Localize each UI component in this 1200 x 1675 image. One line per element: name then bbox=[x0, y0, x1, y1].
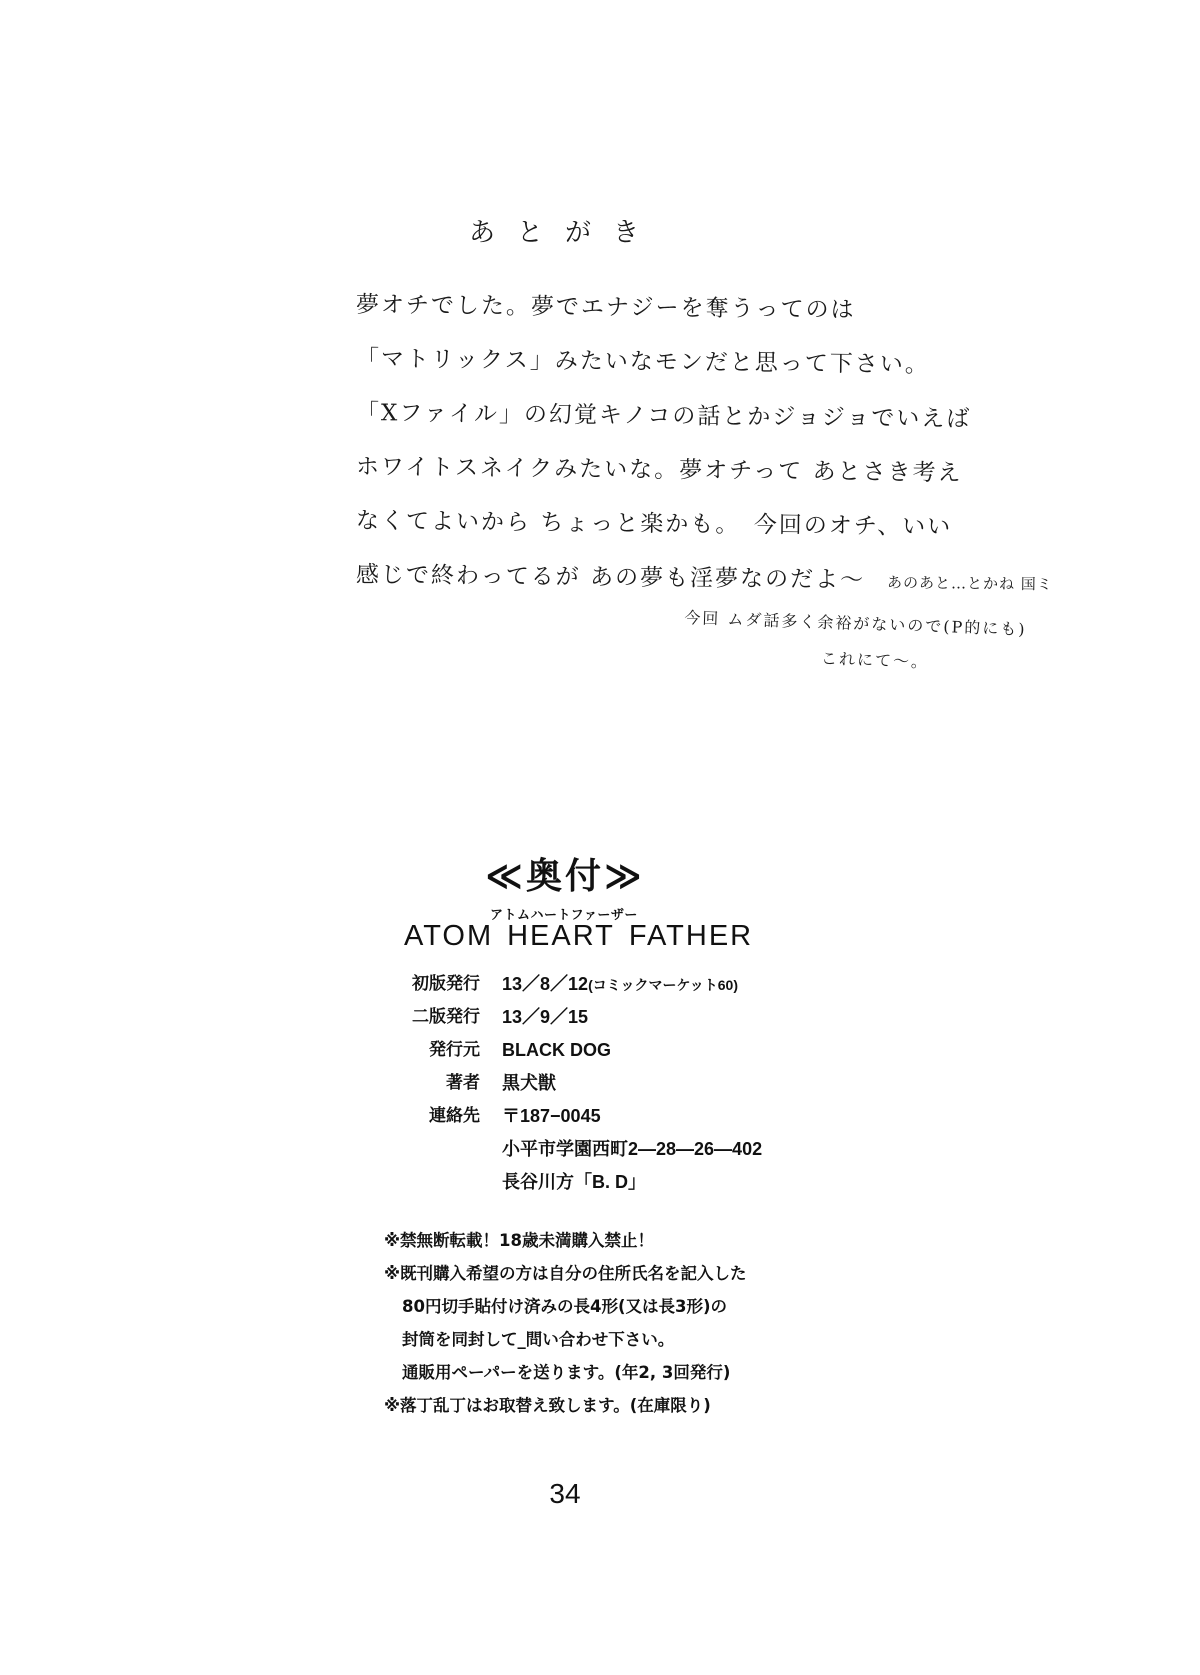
notice: ※禁無断転載！18歳未満購入禁止！ bbox=[384, 1231, 655, 1250]
afterword-line: 「Xファイル」の幻覚キノコの話とかジョジョでいえば bbox=[355, 400, 972, 433]
info-value: 黒犬獣 bbox=[502, 1073, 556, 1093]
afterword-title: あとがき bbox=[468, 218, 661, 248]
colophon-heading: ≪奥付≫ bbox=[485, 856, 645, 897]
info-value: BLACK DOG bbox=[502, 1040, 611, 1060]
book-title-word: HEART bbox=[507, 920, 615, 952]
colophon-info bbox=[390, 968, 762, 1199]
info-label: 二版発行 bbox=[412, 1007, 480, 1027]
side-note-line: 今回 ムダ話多く余裕がないので(P的にも) bbox=[684, 607, 1027, 639]
info-value: 小平市学園西町2—28—26—402 bbox=[502, 1139, 763, 1159]
afterword-line: なくてよいから ちょっと楽かも。 今回のオチ、いい bbox=[355, 508, 953, 541]
info-row-second-edition bbox=[390, 1001, 762, 1034]
address-line bbox=[390, 1133, 762, 1166]
afterword-line-tail: あのあと…とかね 国ミ bbox=[886, 573, 1053, 594]
info-label: 著者 bbox=[446, 1073, 480, 1093]
info-row-contact bbox=[390, 1100, 762, 1133]
info-row-author bbox=[390, 1067, 762, 1100]
book-title bbox=[404, 920, 767, 953]
info-row-publisher bbox=[390, 1034, 762, 1067]
info-label: 初版発行 bbox=[412, 974, 480, 994]
info-label: 連絡先 bbox=[429, 1106, 480, 1126]
notice: ※落丁乱丁はお取替え致します。(在庫限り) bbox=[384, 1396, 711, 1415]
afterword-line: ホワイトスネイクみたいな。夢オチって あとさき考え bbox=[355, 454, 963, 487]
info-value-text: 13／8／12 bbox=[502, 974, 589, 994]
info-value: 13／9／15 bbox=[502, 1007, 589, 1027]
notice: 封筒を同封して_問い合わせ下さい。 bbox=[402, 1330, 675, 1349]
afterword-line: 夢オチでした。夢でエナジーを奪うってのは bbox=[355, 292, 856, 324]
address-line bbox=[390, 1166, 762, 1199]
afterword-line: 「マトリックス」みたいなモンだと思って下さい。 bbox=[355, 346, 930, 379]
notices bbox=[384, 1224, 747, 1422]
info-row-first-edition bbox=[390, 968, 762, 1001]
page-number: 34 bbox=[549, 1478, 581, 1509]
afterword-line-text: 感じで終わってるが あの夢も淫夢なのだよ〜 bbox=[355, 562, 866, 594]
book-title-word: ATOM bbox=[404, 920, 494, 952]
title-ruby: アトムハートファーザー bbox=[490, 908, 638, 923]
info-value: 〒187−0045 bbox=[502, 1106, 601, 1126]
info-label: 発行元 bbox=[429, 1040, 480, 1060]
afterword-body bbox=[356, 278, 1156, 602]
info-note: (コミックマーケット60) bbox=[588, 977, 738, 993]
book-title-word: FATHER bbox=[628, 920, 754, 952]
afterword-side-note bbox=[682, 600, 1027, 684]
afterword-line-last bbox=[356, 548, 1157, 610]
info-value bbox=[502, 968, 738, 1001]
info-value: 長谷川方「B. D」 bbox=[502, 1172, 646, 1192]
notice: ※既刊購入希望の方は自分の住所氏名を記入した bbox=[384, 1264, 747, 1283]
notice: 80円切手貼付け済みの長4形(又は長3形)の bbox=[402, 1297, 728, 1316]
side-note-line: これにて〜。 bbox=[820, 648, 930, 672]
notice: 通販用ペーパーを送ります。(年2, 3回発行) bbox=[402, 1363, 731, 1382]
